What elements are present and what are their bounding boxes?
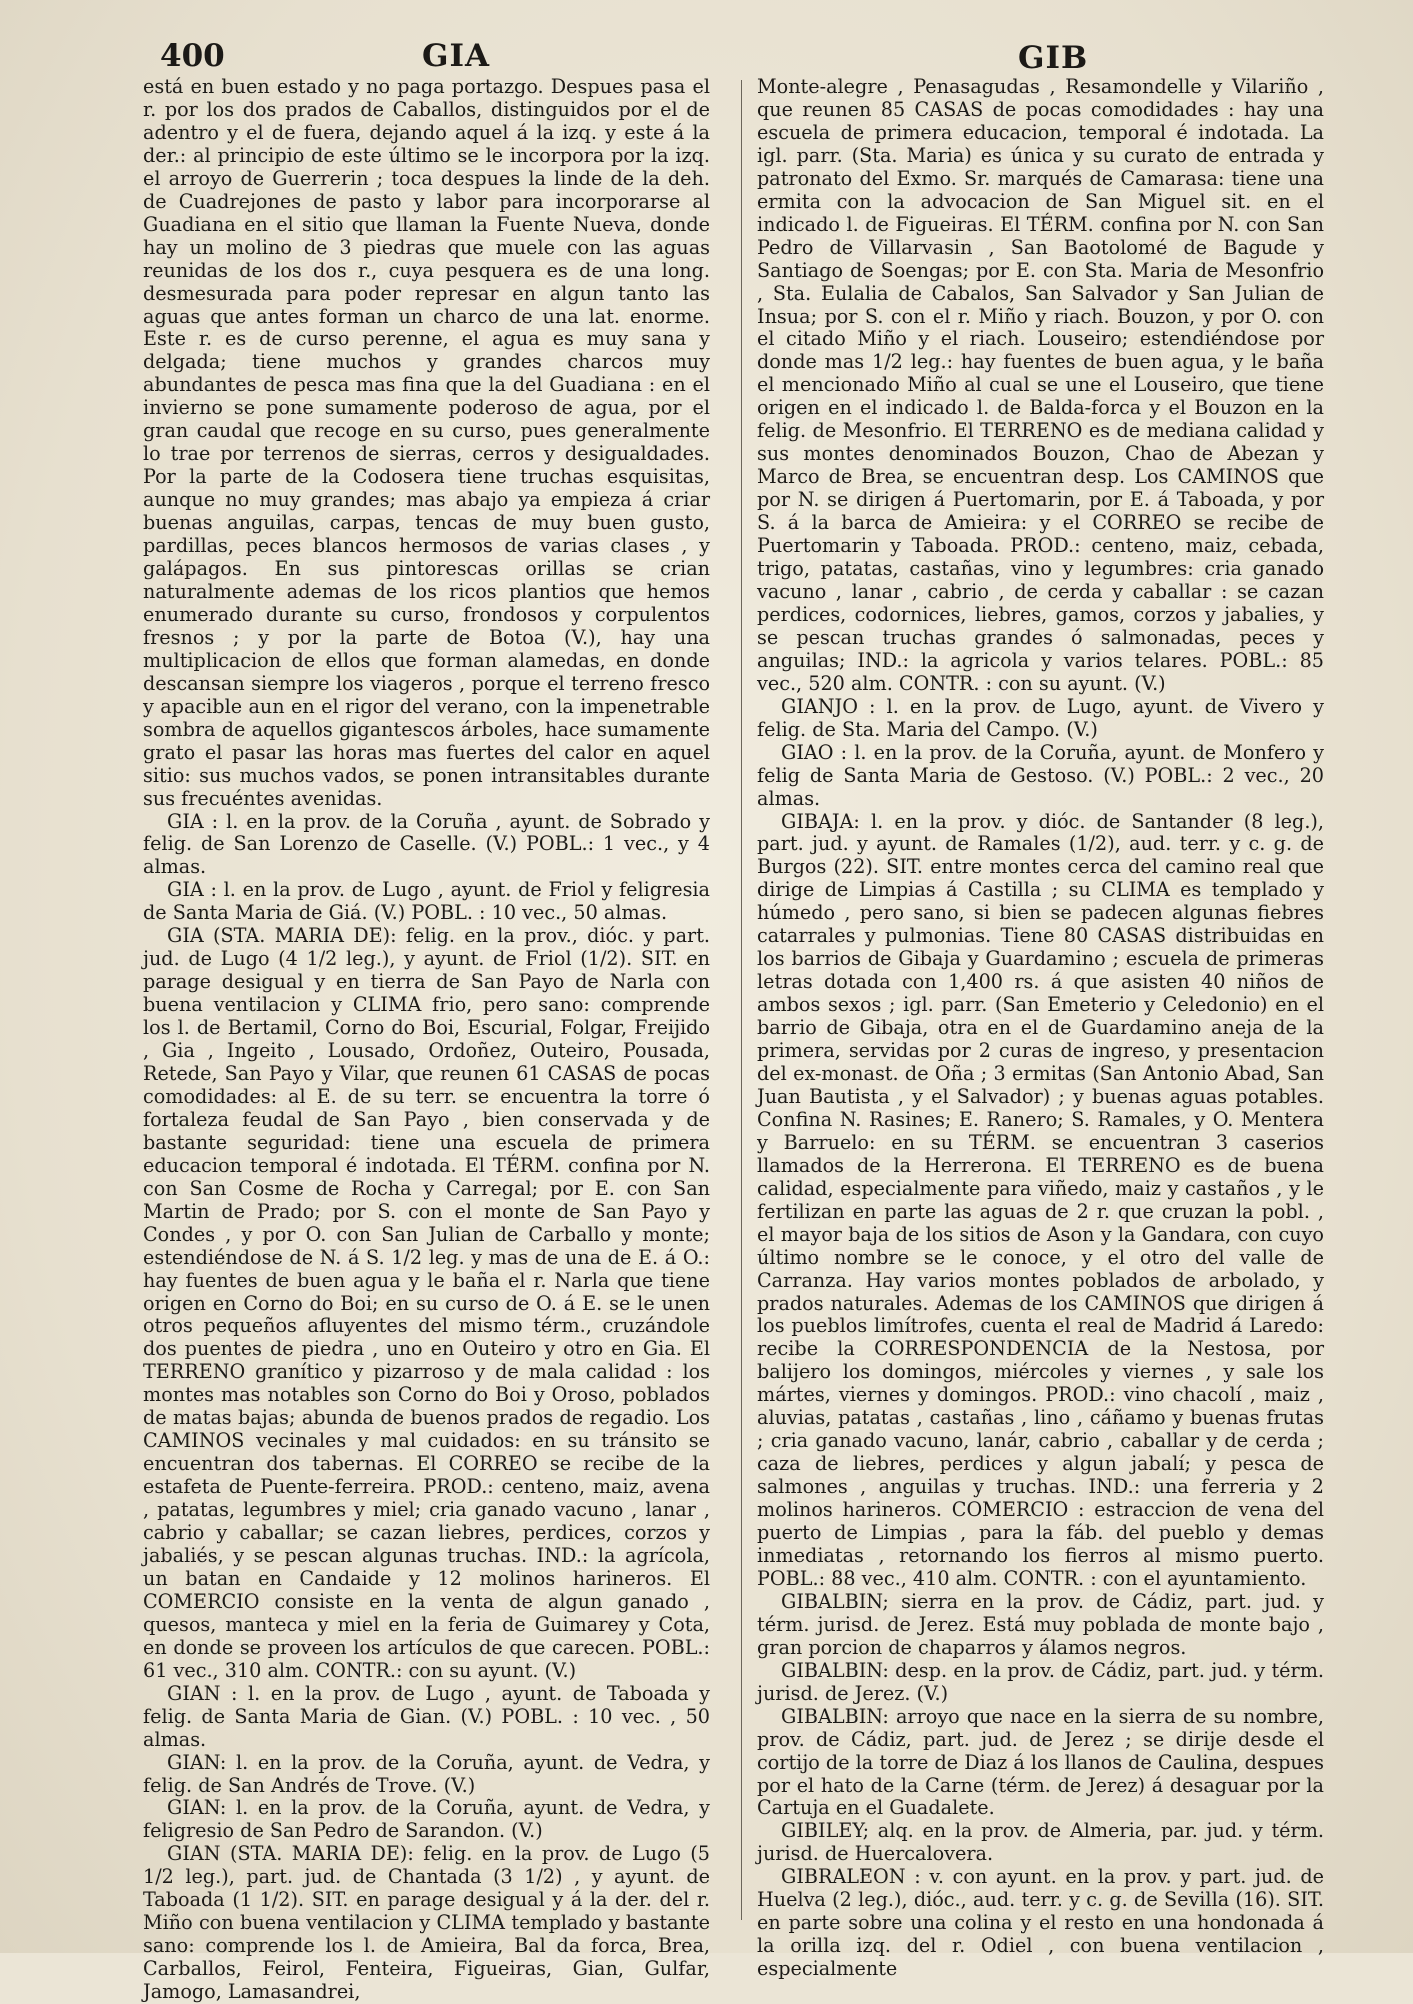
entry-paragraph: GIBRALEON : v. con ayunt. en la prov. y part. jud. de Huelva (2 leg.), dióc., aud. terr. y c. g. de Sevilla (16). SIT. en parte sobre una colina y el resto en una hondonada á la orilla izq. del r. Odiel , con buena ventilacion , especialmente	[757, 1865, 1324, 1981]
entry-paragraph: GIA (STA. MARIA DE): felig. en la prov., dióc. y part. jud. de Lugo (4 1/2 leg.), y ayunt. de Friol (1/2). SIT. en parage desigual y en tierra de San Payo de Narla con buena ventilacion y CLIMA frio, pero sano: comprende los l. de Bertamil, Corno do Boi, Escurial, Folgar, Freijido , Gia , Ingeito , Lousado, Ordoñez, Outeiro, Pousada, Retede, San Payo y Vilar, que reunen 61 CASAS de pocas comodidades: al E. de su terr. se encuentra la torre ó fortaleza feudal de San Payo , bien conservada y de bastante seguridad: tiene una escuela de primera educacion temporal é indotada. El TÉRM. confina por N. con San Cosme de Rocha y Carregal; por E. con San Martin de Prado; por S. con el monte de San Payo y Condes , y por O. con San Julian de Carballo y monte; estendiéndose de N. á S. 1/2 leg. y mas de una de E. á O.: hay fuentes de buen agua y le baña el r. Narla que tiene origen en Corno do Boi; en su curso de O. á E. se le unen otros pequeños afluyentes del mismo térm., cruzándole dos puentes de piedra , uno en Outeiro y otro en Gia. El TERRENO granítico y pizarroso y de mala calidad : los montes mas notables son Corno do Boi y Oroso, poblados de matas bajas; abunda de buenos prados de regadio. Los CAMINOS vecinales y mal cuidados: en su tránsito se encuentran dos tabernas. El CORREO se recibe de la estafeta de Puente-ferreira. PROD.: centeno, maiz, avena , patatas, legumbres y miel; cria ganado vacuno , lanar , cabrio y caballar; se cazan liebres, perdices, corzos y jabaliés, y se pescan algunas truchas. IND.: la agrícola, un batan en Candaide y 12 molinos harineros. El COMERCIO consiste en la venta de algun ganado , quesos, manteca y miel en la feria de Guimarey y Cota, en donde se proveen los artículos de que carecen. POBL.: 61 vec., 310 alm. CONTR.: con su ayunt. (V.)	[143, 924, 710, 1682]
right-heading: GIB	[1018, 40, 1089, 76]
left-heading: GIA	[422, 38, 491, 74]
entry-paragraph: GIAN: l. en la prov. de la Coruña, ayunt. de Vedra, y feligresio de San Pedro de Sarandon. (V.)	[143, 1796, 710, 1843]
entry-paragraph: GIA : l. en la prov. de la Coruña , ayunt. de Sobrado y felig. de San Lorenzo de Caselle. (V.) POBL.: 1 vec., y 4 almas.	[143, 809, 710, 879]
entry-paragraph: GIBAJA: l. en la prov. y dióc. de Santander (8 leg.), part. jud. y ayunt. de Ramales (1/2), aud. terr. y c. g. de Burgos (22). SIT. entre montes cerca del camino real que dirige de Limpias á Castilla ; su CLIMA es templado y húmedo , pero sano, si bien se padecen algunas fiebres catarrales y pulmonias. Tiene 80 CASAS distribuidas en los barrios de Gibaja y Guardamino ; escuela de primeras letras dotada con 1,400 rs. á que asisten 40 niños de ambos sexos ; igl. parr. (San Emeterio y Celedonio) en el barrio de Gibaja, otra en el de Guardamino aneja de la primera, servidas por 2 curas de ingreso, y presentacion del ex-monast. de Oña ; 3 ermitas (San Antonio Abad, San Juan Bautista , y el Salvador) ; y buenas aguas potables. Confina N. Rasines; E. Ranero; S. Ramales, y O. Mentera y Barruelo: en su TÉRM. se encuentran 3 caserios llamados de la Herrerona. El TERRENO es de buena calidad, especialmente para viñedo, maiz y castaños , y le fertilizan en parte las aguas de 2 r. que cruzan la pobl. , el mayor baja de los sitios de Ason y la Gandara, con cuyo último nombre se le conoce, y el otro del valle de Carranza. Hay varios montes poblados de arbolado, y prados naturales. Ademas de los CAMINOS que dirigen á los pueblos limítrofes, cuenta el real de Madrid á Laredo: recibe la CORRESPONDENCIA de la Nestosa, por balijero los domingos, miércoles y viernes , y sale los mártes, viernes y domingos. PROD.: vino chacolí , maiz , aluvias, patatas , castañas , lino , cáñamo y buenas frutas ; cria ganado vacuno, lanár, cabrio , caballar y de cerda ; caza de liebres, perdices y algun jabalí; y pesca de salmones , anguilas y truchas. IND.: una ferreria y 2 molinos harineros. COMERCIO : estraccion de vena del puerto de Limpias , para la fáb. del pueblo y demas inmediatas , retornando los fierros al mismo puerto. POBL.: 88 vec., 410 alm. CONTR. : con el ayuntamiento.	[757, 809, 1324, 1590]
entry-paragraph: GIANJO : l. en la prov. de Lugo, ayunt. de Vivero y felig. de Sta. Maria del Campo. (V.)	[757, 694, 1324, 741]
column-divider	[741, 80, 742, 1920]
entry-paragraph: GIBALBIN; sierra en la prov. de Cádiz, part. jud. y térm. jurisd. de Jerez. Está muy poblada de monte bajo , gran porcion de chaparros y álamos negros.	[757, 1589, 1324, 1659]
right-column	[757, 75, 1324, 1981]
entry-paragraph: Monte-alegre , Penasagudas , Resamondelle y Vilariño , que reunen 85 CASAS de pocas comodidades : hay una escuela de primera educacion, temporal é indotada. La igl. parr. (Sta. Maria) es única y su curato de entrada y patronato del Exmo. Sr. marqués de Camarasa: tiene una ermita con la advocacion de San Miguel sit. en el indicado l. de Figueiras. El TÉRM. confina por N. con San Pedro de Villarvasin , San Baotolomé de Bagude y Santiago de Soengas; por E. con Sta. Maria de Mesonfrio , Sta. Eulalia de Cabalos, San Salvador y San Julian de Insua; por S. con el r. Miño y riach. Bouzon, y por O. con el citado Miño y el riach. Louseiro; estendiéndose por donde mas 1/2 leg.: hay fuentes de buen agua, y le baña el mencionado Miño al cual se une el Louseiro, que tiene origen en el indicado l. de Balda-forca y el Bouzon en la felig. de Mesonfrio. El TERRENO es de mediana calidad y sus montes denominados Bouzon, Chao de Abezan y Marco de Brea, se encuentran desp. Los CAMINOS que por N. se dirigen á Puertomarin, por E. á Taboada, y por S. á la barca de Amieira: y el CORREO se recibe de Puertomarin y Taboada. PROD.: centeno, maiz, cebada, trigo, patatas, castañas, vino y legumbres: cria ganado vacuno , lanar , cabrio , de cerda y caballar : se cazan perdices, codornices, liebres, gamos, corzos y jabalies, y se pescan truchas grandes ó salmonadas, peces y anguilas; IND.: la agricola y varios telares. POBL.: 85 vec., 520 alm. CONTR. : con su ayunt. (V.)	[757, 75, 1324, 695]
entry-paragraph: está en buen estado y no paga portazgo. Despues pasa el r. por los dos prados de Caballos, distinguidos por el de adentro y el de fuera, dejando aquel á la izq. y este á la der.: al principio de este último se le incorpora por la izq. el arroyo de Guerrerin ; toca despues la linde de la deh. de Cuadrejones de pasto y labor para incorporarse al Guadiana en el sitio que llaman la Fuente Nueva, donde hay un molino de 3 piedras que muele con las aguas reunidas de los dos r., cuya pesquera es de una long. desmesurada para poder represar en algun tanto las aguas que antes forman un charco de una lat. enorme. Este r. es de curso perenne, el agua es muy sana y delgada; tiene muchos y grandes charcos muy abundantes de pesca mas fina que la del Guadiana : en el invierno se pone sumamente poderoso de agua, por el gran caudal que recoge en su curso, pues generalmente lo trae por terrenos de sierras, cerros y desigualdades. Por la parte de la Codosera tiene truchas esquisitas, aunque no muy grandes; mas abajo ya empieza á criar buenas anguilas, carpas, tencas de muy buen gusto, pardillas, peces blancos hermosos de varias clases , y galápagos. En sus pintorescas orillas se crian naturalmente ademas de los ricos plantios que hemos enumerado durante su curso, frondosos y corpulentos fresnos ; y por la parte de Botoa (V.), hay una multiplicacion de ellos que forman alamedas, en donde descansan siempre los viageros , porque el terreno fresco y apacible aun en el rigor del verano, con la impenetrable sombra de aquellos gigantescos árboles, hace sumamente grato el pasar las horas mas fuertes del calor en aquel sitio: sus muchos vados, se ponen intransitables durante sus frecuéntes avenidas.	[143, 75, 710, 810]
entry-paragraph: GIBALBIN: desp. en la prov. de Cádiz, part. jud. y térm. jurisd. de Jerez. (V.)	[757, 1658, 1324, 1705]
entry-paragraph: GIBILEY; alq. en la prov. de Almeria, par. jud. y térm. jurisd. de Huercalovera.	[757, 1819, 1324, 1866]
page-number: 400	[160, 38, 225, 74]
left-column	[143, 75, 710, 2004]
entry-paragraph: GIBALBIN: arroyo que nace en la sierra de su nombre, prov. de Cádiz, part. jud. de Jerez ; se dirije desde el cortijo de la torre de Diaz á los llanos de Caulina, despues por el hato de la Carne (térm. de Jerez) á desaguar por la Cartuja en el Guadalete.	[757, 1704, 1324, 1820]
entry-paragraph: GIAN : l. en la prov. de Lugo , ayunt. de Taboada y felig. de Santa Maria de Gian. (V.) POBL. : 10 vec. , 50 almas.	[143, 1681, 710, 1751]
entry-paragraph: GIA : l. en la prov. de Lugo , ayunt. de Friol y feligresia de Santa Maria de Giá. (V.) POBL. : 10 vec., 50 almas.	[143, 878, 710, 925]
entry-paragraph: GIAN (STA. MARIA DE): felig. en la prov. de Lugo (5 1/2 leg.), part. jud. de Chantada (3 1/2) , y ayunt. de Taboada (1 1/2). SIT. en parage desigual y á la der. del r. Miño con buena ventilacion y CLIMA templado y bastante sano: comprende los l. de Amieira, Bal da forca, Brea, Carballos, Feirol, Fenteira, Figueiras, Gian, Gulfar, Jamogo, Lamasandrei,	[143, 1842, 710, 2004]
entry-paragraph: GIAN: l. en la prov. de la Coruña, ayunt. de Vedra, y felig. de San Andrés de Trove. (V.)	[143, 1750, 710, 1797]
entry-paragraph: GIAO : l. en la prov. de la Coruña, ayunt. de Monfero y felig de Santa Maria de Gestoso. (V.) POBL.: 2 vec., 20 almas.	[757, 740, 1324, 810]
